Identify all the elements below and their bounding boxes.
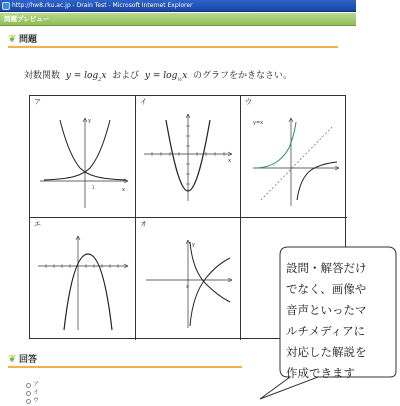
graph-cell-e <box>30 218 136 340</box>
answer-heading-text: 回答 <box>19 355 38 365</box>
formula-1: $y = \log_2x$ <box>62 71 110 83</box>
graph-label: オ <box>140 220 147 228</box>
browser-icon <box>2 2 10 10</box>
graph-cell-a <box>30 96 136 218</box>
callout-line: でなく、画像や <box>286 282 367 296</box>
callout-line: 作成できます <box>286 366 355 380</box>
svg-text:x: x <box>228 158 231 164</box>
answer-option[interactable] <box>26 381 39 389</box>
formula-2: $y = \log_{\frac{1}{2}}x$ <box>142 71 191 83</box>
question-suffix: のグラフをかきなさい。 <box>193 71 293 81</box>
graph-label: ア <box>34 98 41 106</box>
radio-button[interactable] <box>26 391 31 396</box>
preview-panel-bar <box>0 13 356 26</box>
leaf-icon: ❦ <box>8 34 17 45</box>
window-title: http://hw8.rku.ac.jp - Drain Test - Microsoft Internet Explorer <box>12 2 193 9</box>
leaf-icon: ❦ <box>8 354 17 365</box>
graph-i-plot <box>136 96 240 217</box>
callout-line: ルチメディアに <box>286 324 366 338</box>
panel-label: 問題プレビュー <box>4 15 50 23</box>
svg-text:x: x <box>186 284 189 290</box>
graph-e-plot <box>30 218 135 339</box>
graph-u-plot <box>241 96 346 217</box>
question-prefix: 対数関数 <box>24 71 61 81</box>
answer-option[interactable] <box>26 397 39 405</box>
svg-text:x: x <box>122 187 125 193</box>
callout-line: 対応した解説を <box>286 345 367 359</box>
window-titlebar <box>0 0 356 12</box>
callout-text <box>286 258 394 384</box>
svg-text:1: 1 <box>92 185 95 190</box>
graph-o-plot <box>136 218 240 339</box>
question-text <box>24 70 292 86</box>
radio-button[interactable] <box>26 399 31 404</box>
answer-option-label: ウ <box>33 397 40 404</box>
graph-cell-o <box>136 218 241 340</box>
question-heading <box>8 34 338 48</box>
graph-label: エ <box>34 220 41 228</box>
answer-option[interactable] <box>26 389 39 397</box>
answer-options <box>26 381 39 405</box>
callout-bubble <box>244 241 398 401</box>
svg-text:y: y <box>192 242 195 248</box>
graph-cell-u <box>241 96 347 218</box>
graph-label: ウ <box>245 98 252 106</box>
svg-text:y: y <box>88 118 91 124</box>
graph-a-plot <box>30 96 135 217</box>
svg-text:y=x: y=x <box>253 120 264 126</box>
answer-option-label: ア <box>33 381 40 388</box>
callout-line: 設問・解答だけ <box>286 261 367 275</box>
answer-option-label: イ <box>33 389 40 396</box>
answer-heading <box>8 354 242 368</box>
question-heading-text: 問題 <box>19 35 38 45</box>
question-middle: および <box>112 71 140 81</box>
graph-label: イ <box>140 98 147 106</box>
graph-cell-i <box>136 96 241 218</box>
radio-button[interactable] <box>26 383 31 388</box>
callout-line: 音声といったマ <box>286 303 367 317</box>
